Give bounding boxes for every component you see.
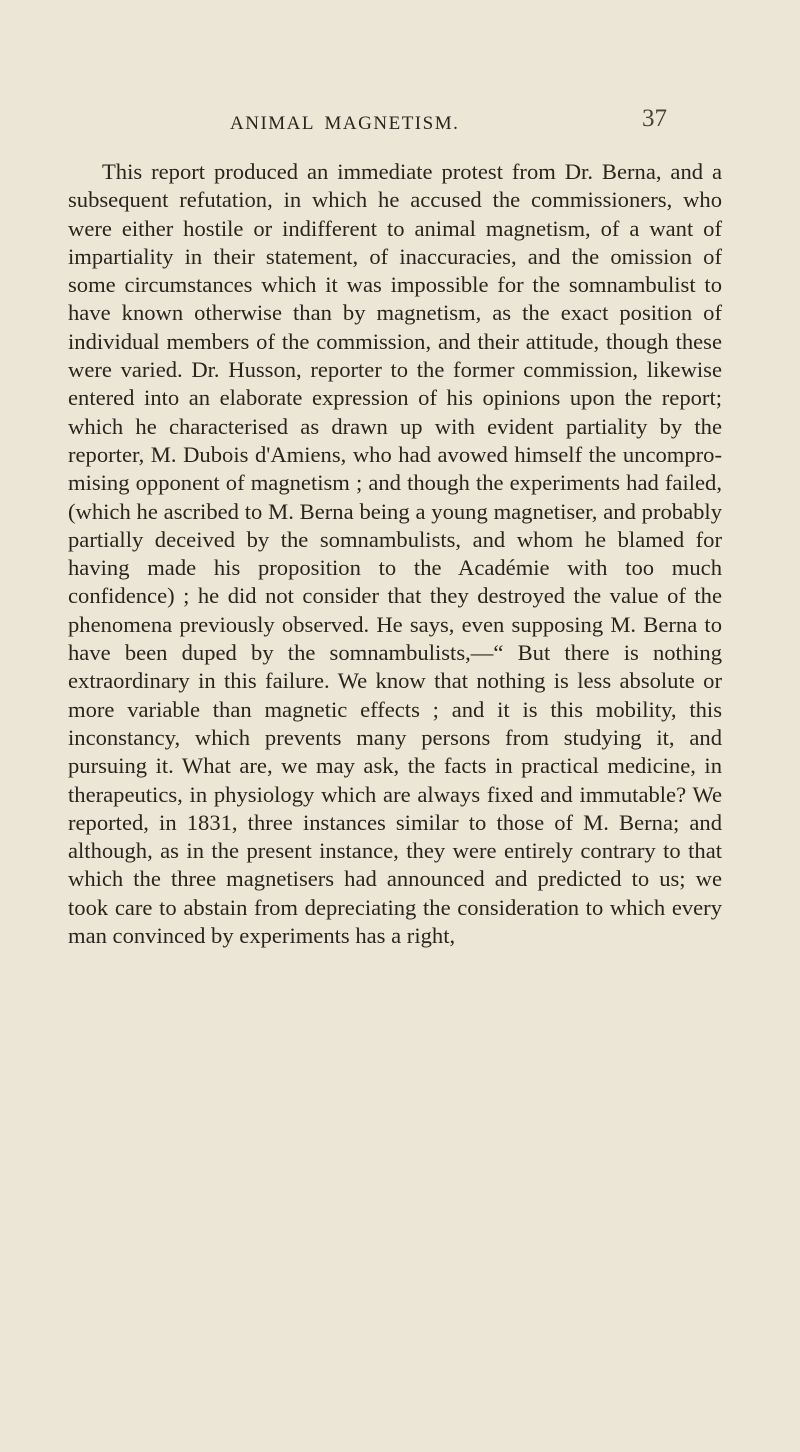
running-head [0,105,800,145]
page-number: 37 [642,105,667,132]
body-paragraph: This report produced an immediate protest from Dr. Berna, and a subsequent refutation, in which he accused the commissioners, who were either hostile or indifferent to animal magnetism, of a want of impartiality in their statement, of inaccuracies, and the omission of some circumstances which it was impossible for the somnambulist to have known otherwise than by magnetism, as the exact position of individual members of the commission, and their attitude, though these were varied. Dr. Husson, reporter to the former commission, likewise entered into an elaborate expression of his opinions upon the report; which he characterised as drawn up with evident partiality by the reporter, M. Dubois d'Amiens, who had avowed himself the uncompromising opponent of magnetism ; and though the experiments had failed, (which he ascribed to M. Berna being a young magnetiser, and probably partially deceived by the somnambulists, and whom he blamed for having made his proposition to the Académie with too much confidence) ; he did not consider that they destroyed the value of the phenomena previously observed. He says, even supposing M. Berna to have been duped by the somnambulists,—“ But there is nothing extraordinary in this failure. We know that nothing is less absolute or more variable than magnetic effects ; and it is this mobility, this inconstancy, which prevents many persons from studying it, and pursuing it. What are, we may ask, the facts in practical medicine, in therapeutics, in physiology which are always fixed and immutable? We reported, in 1831, three instances similar to those of M. Berna; and although, as in the present instance, they were entirely contrary to that which the three magnetisers had announced and predicted to us; we took care to abstain from depreciating the consideration to which every man convinced by experiments has a right, [68,159,722,949]
running-head-title: ANIMAL MAGNETISM. [230,113,460,134]
